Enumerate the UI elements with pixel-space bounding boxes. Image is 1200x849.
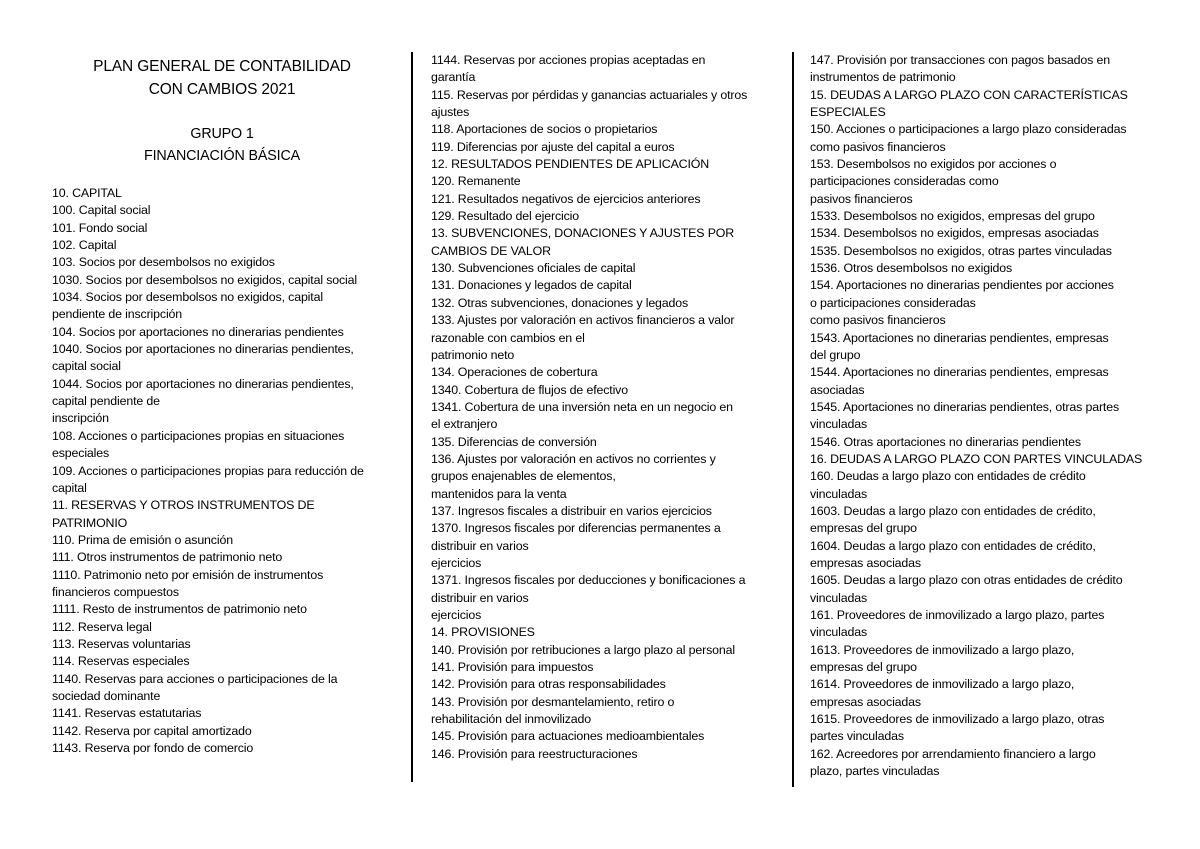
column-divider-2 xyxy=(792,52,794,787)
text-line: 140. Provisión por retribuciones a largo plazo al personal xyxy=(431,642,736,657)
text-line: 1034. Socios por desembolsos no exigidos, capital xyxy=(52,290,323,305)
text-line: pasivos financieros xyxy=(810,191,913,206)
text-line: pendiente de inscripción xyxy=(52,307,183,322)
text-line: ejercicios xyxy=(431,608,482,622)
text-line: sociedad dominante xyxy=(52,688,161,703)
group-line-2: FINANCIACIÓN BÁSICA xyxy=(143,148,301,164)
text-line: 153. Desembolsos no exigidos por acciones o xyxy=(810,157,1057,172)
text-line: vinculadas xyxy=(810,417,868,432)
text-line: PATRIMONIO xyxy=(52,515,128,530)
text-line: ESPECIALES xyxy=(810,105,886,120)
text-line: 1603. Deudas a largo plazo con entidades de crédito, xyxy=(810,503,1096,518)
text-line: 1341. Cobertura de una inversión neta en un negocio en xyxy=(431,399,733,414)
text-line: 1141. Reservas estatutarias xyxy=(52,706,202,721)
text-line: 1605. Deudas a largo plazo con otras entidades de crédito xyxy=(810,573,1123,588)
text-line: 1140. Reservas para acciones o participaciones de la xyxy=(52,671,338,686)
text-line: 137. Ingresos fiscales a distribuir en varios ejercicios xyxy=(431,503,712,518)
text-line: 129. Resultado del ejercicio xyxy=(431,209,580,224)
text-line: empresas asociadas xyxy=(810,694,921,709)
text-line: 143. Provisión por desmantelamiento, retiro o xyxy=(431,694,675,709)
text-line: 135. Diferencias de conversión xyxy=(431,434,597,449)
text-line: instrumentos de patrimonio xyxy=(810,70,956,85)
text-line: 1615. Proveedores de inmovilizado a largo plazo, otras xyxy=(810,712,1105,727)
text-line: 1371. Ingresos fiscales por deducciones y bonificaciones a xyxy=(431,573,746,588)
text-line: del grupo xyxy=(810,347,861,362)
text-line: mantenidos para la venta xyxy=(431,486,567,501)
text-line: empresas del grupo xyxy=(810,660,917,675)
text-line: 1544. Aportaciones no dinerarias pendientes, empresas xyxy=(810,365,1109,380)
text-line: 1546. Otras aportaciones no dinerarias pendientes xyxy=(810,434,1081,449)
text-line: 11. RESERVAS Y OTROS INSTRUMENTOS DE xyxy=(52,498,315,513)
text-line: 101. Fondo social xyxy=(52,220,148,235)
text-line: asociadas xyxy=(810,382,865,397)
text-line: inscripción xyxy=(52,411,109,426)
text-line: 102. Capital xyxy=(52,238,117,253)
text-line: 1111. Resto de instrumentos de patrimonio neto xyxy=(52,602,307,617)
text-line: 154. Aportaciones no dinerarias pendientes por acciones xyxy=(810,278,1114,293)
text-line: 103. Socios por desembolsos no exigidos xyxy=(52,255,275,270)
text-line: distribuir en varios xyxy=(431,590,529,605)
text-line: 146. Provisión para reestructuraciones xyxy=(431,746,638,761)
text-line: 1144. Reservas por acciones propias aceptadas en xyxy=(431,53,706,67)
text-line: 1030. Socios por desembolsos no exigidos, capital social xyxy=(52,272,357,287)
text-line: capital pendiente de xyxy=(52,394,160,409)
text-line: empresas del grupo xyxy=(810,521,917,536)
text-line: 121. Resultados negativos de ejercicios anteriores xyxy=(431,191,701,206)
text-line: 1110. Patrimonio neto por emisión de instrumentos xyxy=(52,567,324,582)
group-line-1: GRUPO 1 xyxy=(190,126,254,142)
text-line: 100. Capital social xyxy=(52,203,151,218)
text-line: partes vinculadas xyxy=(810,729,904,744)
text-line: 12. RESULTADOS PENDIENTES DE APLICACIÓN xyxy=(431,157,710,172)
group-heading xyxy=(52,123,392,167)
text-line: 15. DEUDAS A LARGO PLAZO CON CARACTERÍSTICAS xyxy=(810,87,1128,102)
text-line: 1604. Deudas a largo plazo con entidades de crédito, xyxy=(810,538,1096,553)
text-line: 1044. Socios por aportaciones no dinerarias pendientes, xyxy=(52,376,354,391)
text-line: 120. Remanente xyxy=(431,174,521,189)
text-line: 1040. Socios por aportaciones no dinerarias pendientes, xyxy=(52,342,354,357)
text-line: ajustes xyxy=(431,105,470,120)
text-line: 16. DEUDAS A LARGO PLAZO CON PARTES VINCULADAS xyxy=(810,451,1143,466)
text-line: 147. Provisión por transacciones con pagos basados en xyxy=(810,53,1110,67)
text-line: 1533. Desembolsos no exigidos, empresas del grupo xyxy=(810,209,1095,224)
text-line: empresas asociadas xyxy=(810,555,921,570)
text-line: 115. Reservas por pérdidas y ganancias actuariales y otros xyxy=(431,87,748,102)
column-2 xyxy=(431,52,776,763)
text-line: 1543. Aportaciones no dinerarias pendientes, empresas xyxy=(810,330,1109,345)
text-line: 145. Provisión para actuaciones medioambientales xyxy=(431,729,705,744)
text-line: 14. PROVISIONES xyxy=(431,625,535,640)
text-line: capital social xyxy=(52,359,121,374)
text-line: 131. Donaciones y legados de capital xyxy=(431,278,632,293)
text-line: garantía xyxy=(431,70,476,85)
text-line: 130. Subvenciones oficiales de capital xyxy=(431,261,636,276)
text-line: 1534. Desembolsos no exigidos, empresas asociadas xyxy=(810,226,1099,241)
text-line: 119. Diferencias por ajuste del capital a euros xyxy=(431,139,675,154)
text-line: 142. Provisión para otras responsabilidades xyxy=(431,677,666,692)
column-1-list xyxy=(52,185,392,757)
text-line: 1536. Otros desembolsos no exigidos xyxy=(810,261,1013,276)
text-line: razonable con cambios en el xyxy=(431,330,585,345)
text-line: 1535. Desembolsos no exigidos, otras partes vinculadas xyxy=(810,243,1112,258)
text-line: patrimonio neto xyxy=(431,347,515,362)
text-line: plazo, partes vinculadas xyxy=(810,764,940,779)
text-line: 162. Acreedores por arrendamiento financiero a largo xyxy=(810,746,1096,761)
text-line: participaciones consideradas como xyxy=(810,174,999,189)
text-line: como pasivos financieros xyxy=(810,139,946,154)
text-line: 10. CAPITAL xyxy=(52,186,122,200)
text-line: 13. SUBVENCIONES, DONACIONES Y AJUSTES POR xyxy=(431,226,735,241)
title-line-1: PLAN GENERAL DE CONTABILIDAD xyxy=(93,58,351,75)
text-line: vinculadas xyxy=(810,590,868,605)
text-line: 1614. Proveedores de inmovilizado a largo plazo, xyxy=(810,677,1075,692)
document-title xyxy=(52,55,392,101)
text-line: 104. Socios por aportaciones no dinerarias pendientes xyxy=(52,324,344,339)
text-line: rehabilitación del inmovilizado xyxy=(431,712,591,727)
text-line: CAMBIOS DE VALOR xyxy=(431,243,551,258)
text-line: 1370. Ingresos fiscales por diferencias permanentes a xyxy=(431,521,721,536)
text-line: 1340. Cobertura de flujos de efectivo xyxy=(431,382,628,397)
text-line: 1142. Reserva por capital amortizado xyxy=(52,723,252,738)
text-line: 110. Prima de emisión o asunción xyxy=(52,532,233,547)
column-divider-1 xyxy=(411,52,413,782)
text-line: financieros compuestos xyxy=(52,584,179,599)
text-line: o participaciones consideradas xyxy=(810,295,976,310)
text-line: 108. Acciones o participaciones propias en situaciones xyxy=(52,428,345,443)
text-line: 1143. Reserva por fondo de comercio xyxy=(52,741,254,755)
text-line: 109. Acciones o participaciones propias para reducción de xyxy=(52,463,364,478)
text-line: 150. Acciones o participaciones a largo plazo consideradas xyxy=(810,122,1127,137)
text-line: como pasivos financieros xyxy=(810,313,946,328)
text-line: 1545. Aportaciones no dinerarias pendientes, otras partes xyxy=(810,399,1119,414)
text-line: 1613. Proveedores de inmovilizado a largo plazo, xyxy=(810,642,1075,657)
text-line: 133. Ajustes por valoración en activos financieros a valor xyxy=(431,313,735,328)
text-line: el extranjero xyxy=(431,417,498,432)
title-line-2: CON CAMBIOS 2021 xyxy=(148,81,296,98)
text-line: especiales xyxy=(52,446,110,461)
text-line: grupos enajenables de elementos, xyxy=(431,469,616,484)
text-line: 141. Provisión para impuestos xyxy=(431,660,594,675)
text-line: ejercicios xyxy=(431,555,482,570)
text-line: capital xyxy=(52,480,87,495)
text-line: 132. Otras subvenciones, donaciones y legados xyxy=(431,295,689,310)
text-line: vinculadas xyxy=(810,625,868,640)
text-line: 134. Operaciones de cobertura xyxy=(431,365,598,380)
text-line: 113. Reservas voluntarias xyxy=(52,636,191,651)
text-line: 161. Proveedores de inmovilizado a largo plazo, partes xyxy=(810,608,1105,622)
column-1 xyxy=(52,52,392,757)
text-line: 111. Otros instrumentos de patrimonio neto xyxy=(52,550,283,565)
text-line: 114. Reservas especiales xyxy=(52,654,190,669)
text-line: distribuir en varios xyxy=(431,538,529,553)
text-line: 118. Aportaciones de socios o propietarios xyxy=(431,122,658,137)
column-3 xyxy=(810,52,1155,780)
text-line: 160. Deudas a largo plazo con entidades de crédito xyxy=(810,469,1086,484)
text-line: vinculadas xyxy=(810,486,868,501)
text-line: 112. Reserva legal xyxy=(52,619,152,634)
text-line: 136. Ajustes por valoración en activos no corrientes y xyxy=(431,451,716,466)
